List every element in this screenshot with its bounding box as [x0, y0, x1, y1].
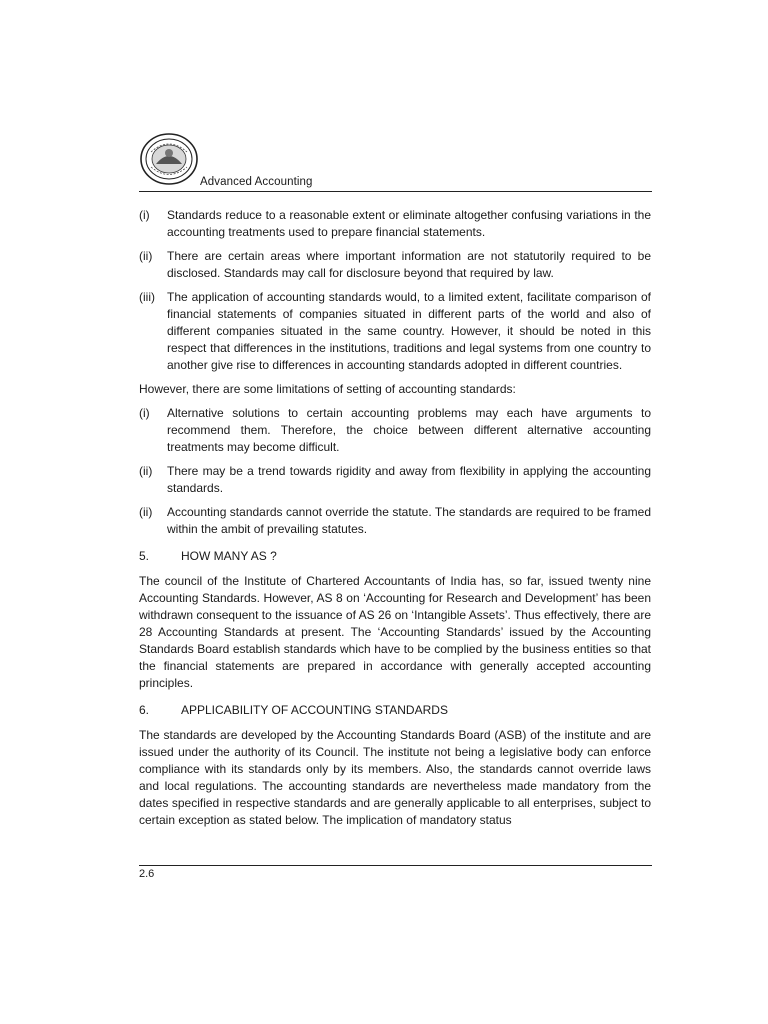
- list-item: [139, 289, 651, 374]
- section-number: 6.: [139, 703, 150, 717]
- section-5-heading: [139, 548, 651, 565]
- list-item-text: Alternative solutions to certain accounting problems may each have arguments to recommend them. Therefore, the choice between different alternative accounting treatments may become difficult.: [167, 406, 651, 454]
- header-title: Advanced Accounting: [200, 176, 313, 188]
- section-number: 5.: [139, 549, 150, 563]
- list-item: [139, 207, 651, 241]
- list-item-text: There may be a trend towards rigidity and away from flexibility in applying the accounting standards.: [167, 464, 651, 495]
- list-item-number: (ii): [139, 464, 153, 478]
- list-item-number: (i): [139, 208, 150, 222]
- limitations-intro: However, there are some limitations of setting of accounting standards:: [139, 382, 516, 396]
- list-item: [139, 463, 651, 497]
- list-item: [139, 248, 651, 282]
- list-item-text: Standards reduce to a reasonable extent or eliminate altogether confusing variations in the accounting treatments used to prepare financial statements.: [167, 208, 651, 239]
- page-number: 2.6: [139, 868, 155, 880]
- list-item-number: (i): [139, 406, 150, 420]
- list-item: [139, 504, 651, 538]
- list-item-text: The application of accounting standards would, to a limited extent, facilitate comparison of financial statements of companies situated in different parts of the world and also of different companies situated in the same country. However, it should be noted in this respect that differences in the institutions, traditions and legal systems from one country to another give rise to differences in accounting standards adopted in different countries.: [167, 290, 651, 372]
- list-item: [139, 405, 651, 456]
- section-title: APPLICABILITY OF ACCOUNTING STANDARDS: [181, 703, 448, 717]
- section-title: HOW MANY AS ?: [181, 549, 277, 563]
- list-item-number: (iii): [139, 290, 155, 304]
- institute-seal-logo: [139, 132, 199, 186]
- list-item-number: (ii): [139, 505, 153, 519]
- section-5-body: The council of the Institute of Chartered Accountants of India has, so far, issued twenty nine Accounting Standards. However, AS 8 on ‘Accounting for Research and Development’ has been withdrawn consequent to the issuance of AS 26 on ‘Intangible Assets’. Thus effectively, there are 28 Accounting Standards at present. The ‘Accounting Standards’ issued by the Accounting Standards Board establish standards which have to be complied by the business entities so that the financial statements are prepared in accordance with generally accepted accounting principles.: [139, 574, 651, 690]
- list-item-text: Accounting standards cannot override the statute. The standards are required to be framed within the ambit of prevailing statutes.: [167, 505, 651, 536]
- list-item-text: There are certain areas where important information are not statutorily required to be disclosed. Standards may call for disclosure beyond that required by law.: [167, 249, 651, 280]
- section-6-body: The standards are developed by the Accounting Standards Board (ASB) of the institute and are issued under the authority of its Council. The institute not being a legislative body can enforce compliance with its standards only by its members. Also, the standards cannot override laws and local regulations. The accounting standards are nevertheless made mandatory from the dates specified in respective standards and are generally applicable to all enterprises, subject to certain exception as stated below. The implication of mandatory status: [139, 728, 651, 827]
- header-divider: [139, 191, 652, 192]
- page-content: [139, 207, 651, 836]
- footer-divider: [139, 865, 652, 866]
- list-item-number: (ii): [139, 249, 153, 263]
- section-6-heading: [139, 702, 651, 719]
